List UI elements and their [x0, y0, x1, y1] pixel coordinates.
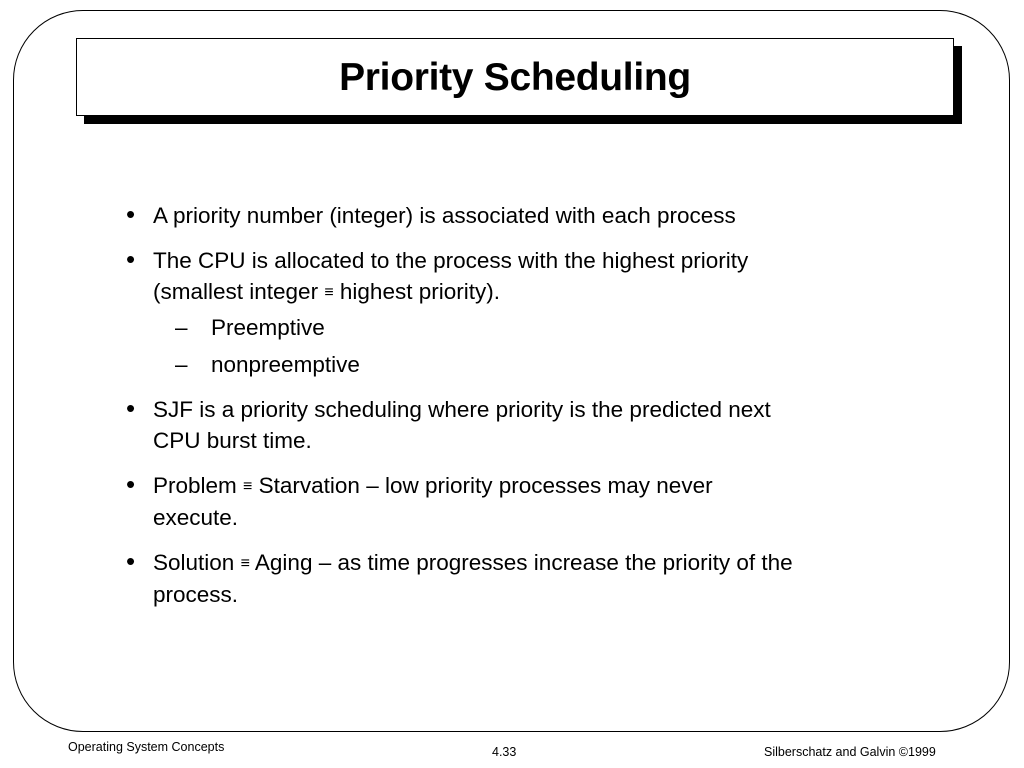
bullet-list: [126, 199, 913, 624]
bullet-icon: •: [126, 393, 136, 423]
sub-item-nonpreemptive: [153, 349, 913, 380]
sub-bullet-list: [153, 312, 913, 380]
bullet-text-pre: (smallest integer: [153, 279, 325, 304]
sub-item-text: nonpreemptive: [211, 352, 360, 377]
bullet-text-line1: SJF is a priority scheduling where priority is the predicted next: [153, 397, 771, 422]
dash-icon: –: [175, 352, 188, 377]
footer-course-title: Operating System Concepts: [68, 740, 225, 754]
bullet-icon: •: [126, 546, 136, 576]
bullet-text-line2: process.: [153, 582, 239, 607]
bullet-text-line2: CPU burst time.: [153, 428, 312, 453]
bullet-item-priority-number: [126, 199, 913, 231]
bullet-item-cpu-allocation: [126, 244, 913, 380]
footer-slide-number: 4.33: [492, 745, 517, 759]
bullet-text-line2: execute.: [153, 505, 239, 530]
bullet-text-post: highest priority).: [333, 279, 500, 304]
bullet-text: A priority number (integer) is associated with each process: [153, 203, 736, 228]
slide-title: Priority Scheduling: [339, 55, 691, 99]
bullet-text-post: Starvation – low priority processes may never: [252, 473, 713, 498]
bullet-text-post: Aging – as time progresses increase the priority of the: [249, 550, 793, 575]
bullet-icon: •: [126, 469, 136, 499]
footer-copyright: Silberschatz and Galvin ©1999: [764, 745, 936, 759]
bullet-item-sjf: [126, 393, 913, 456]
bullet-icon: •: [126, 244, 136, 274]
sub-item-preemptive: [153, 312, 913, 343]
equiv-icon: ≡: [243, 478, 253, 495]
bullet-icon: •: [126, 199, 136, 229]
equiv-icon: ≡: [240, 555, 250, 572]
title-box: [76, 38, 954, 116]
sub-item-text: Preemptive: [211, 315, 325, 340]
bullet-item-solution: [126, 546, 913, 610]
equiv-icon: ≡: [324, 284, 334, 301]
dash-icon: –: [175, 315, 188, 340]
bullet-text-line1: The CPU is allocated to the process with the highest priority: [153, 248, 749, 273]
bullet-item-problem: [126, 469, 913, 533]
bullet-text-pre: Solution: [153, 550, 241, 575]
bullet-text-pre: Problem: [153, 473, 244, 498]
